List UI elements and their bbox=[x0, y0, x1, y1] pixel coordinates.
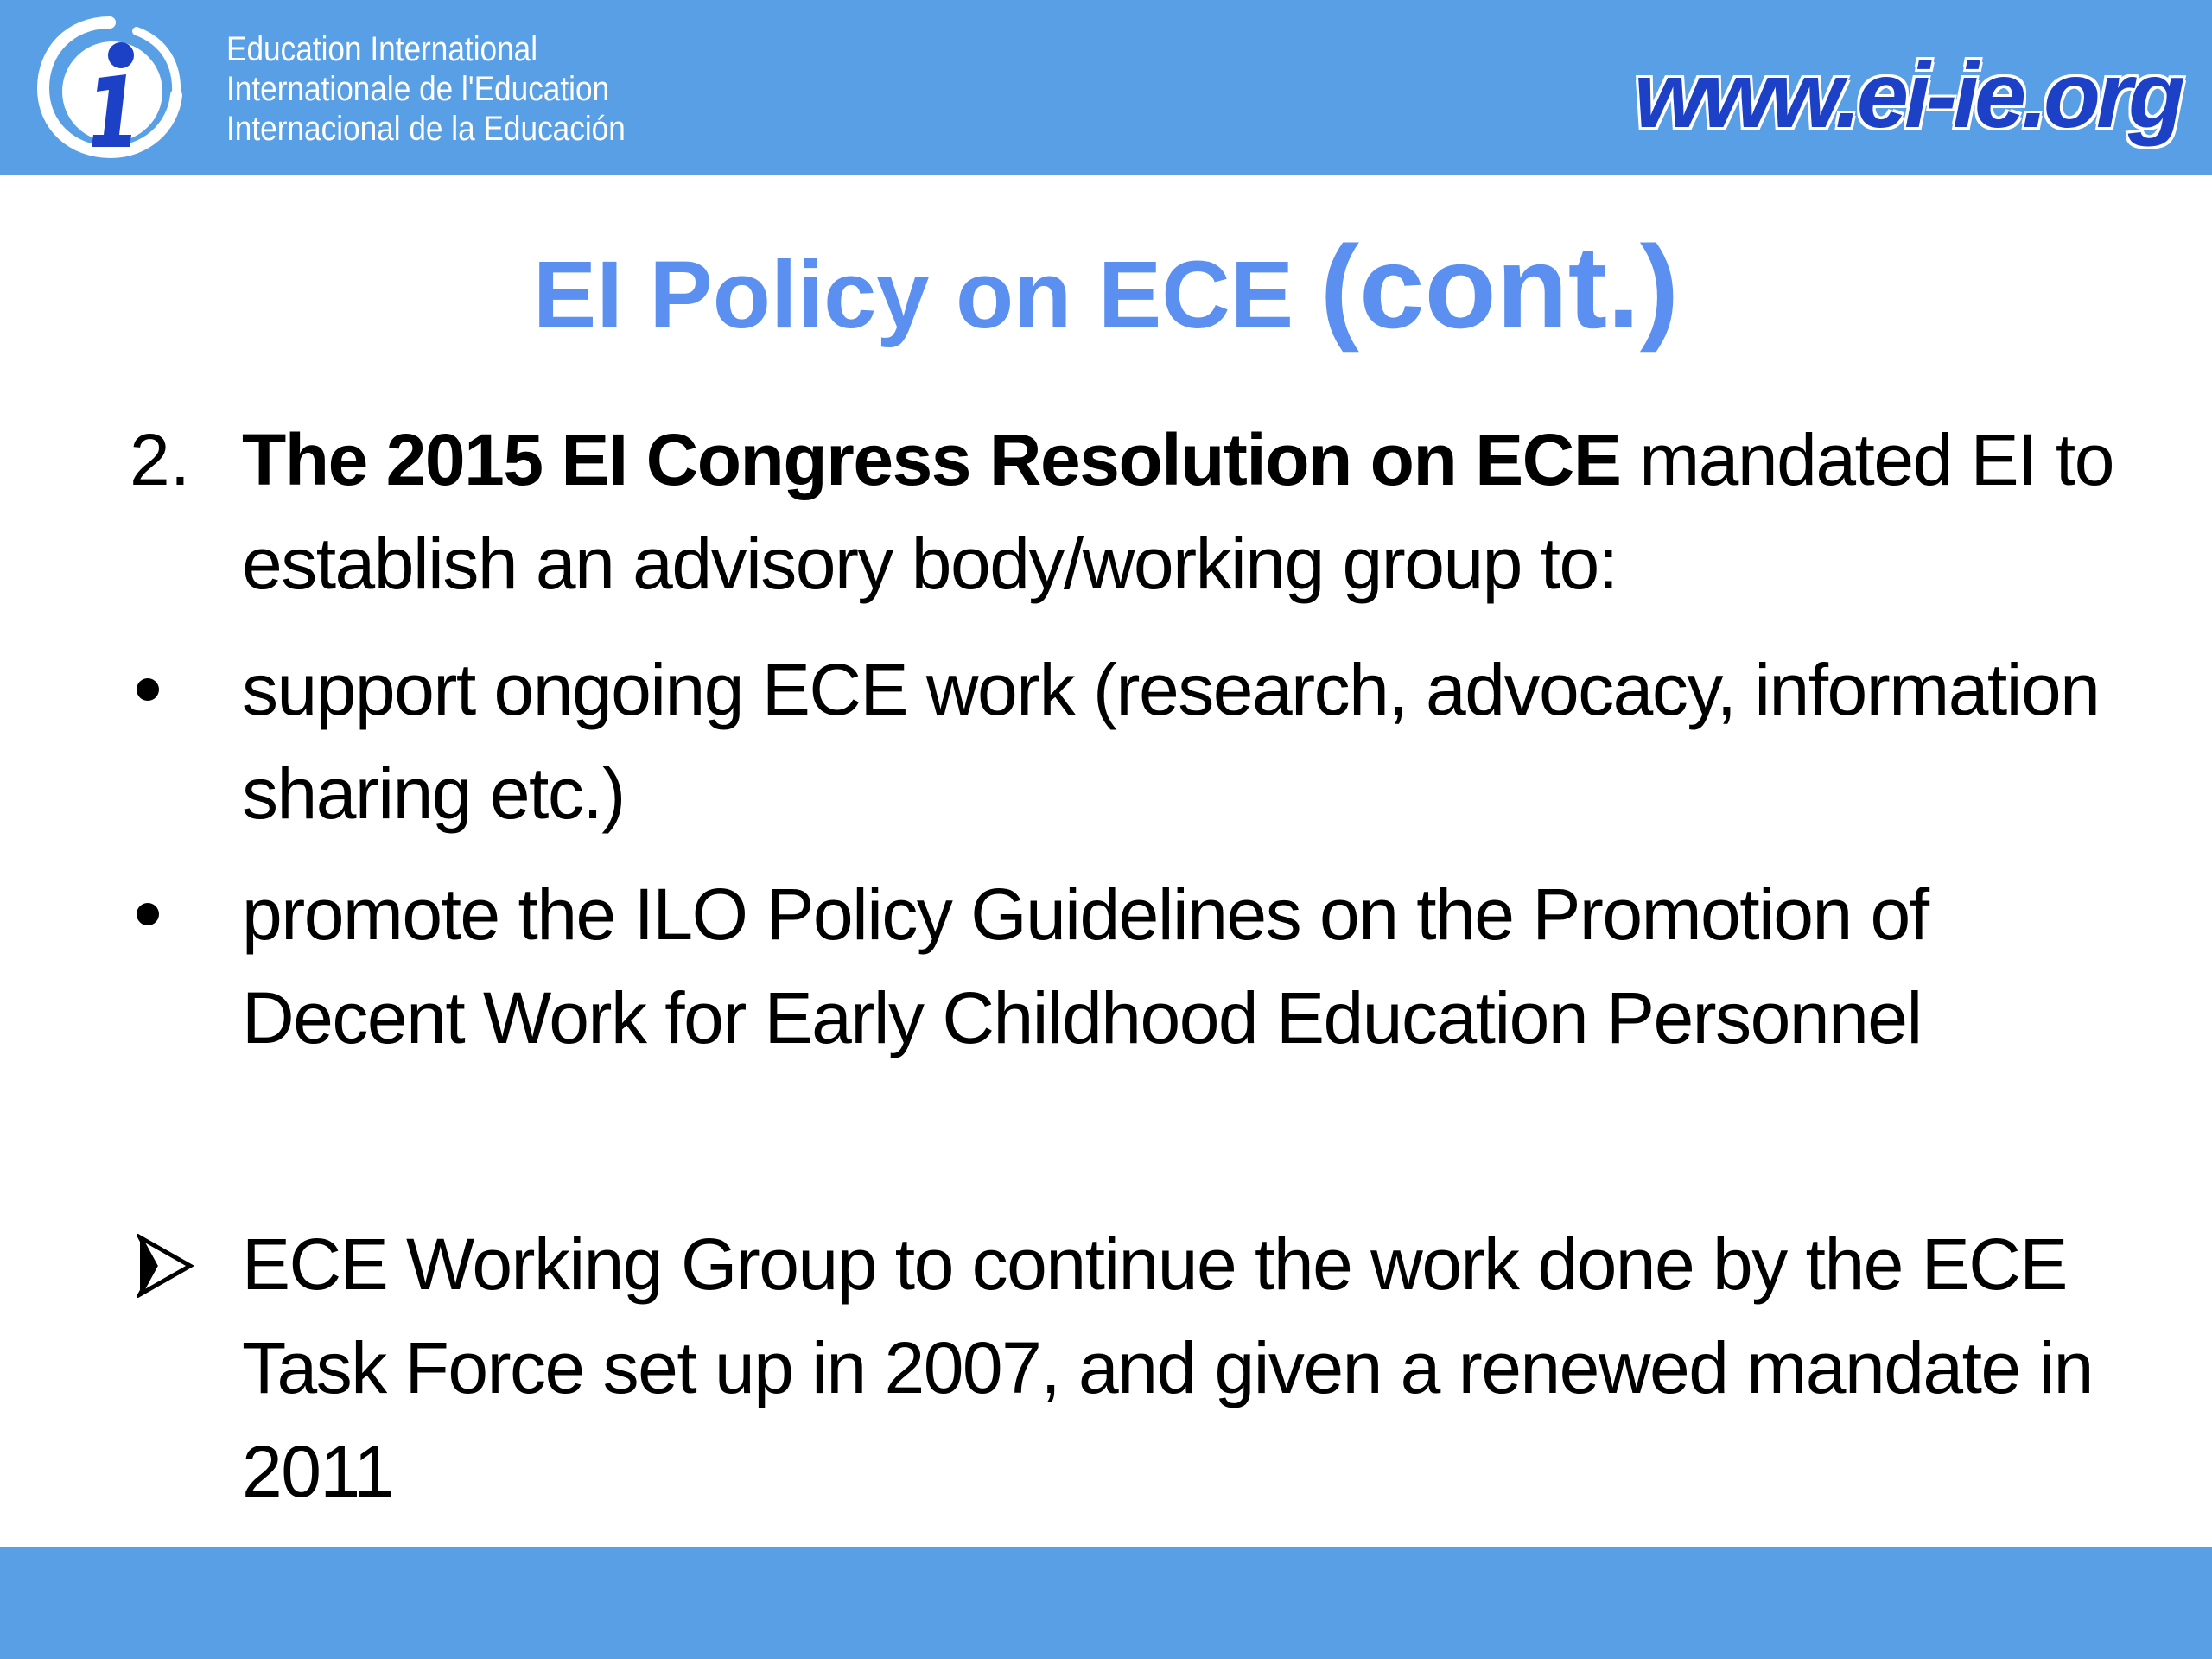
bullet-dot-icon bbox=[137, 678, 159, 701]
bullet-dot-icon bbox=[137, 903, 159, 925]
numbered-item-line-2: establish an advisory body/working group to: bbox=[242, 523, 1618, 604]
footer-band bbox=[0, 1547, 2212, 1659]
arrow-item bbox=[242, 1212, 2169, 1523]
bullet-item bbox=[242, 638, 2169, 845]
bullet-line-1: support ongoing ECE work (research, advocacy, information bbox=[242, 649, 2100, 730]
org-name-english: Education International bbox=[226, 30, 538, 68]
website-url: www.ei-ie.org bbox=[1633, 42, 2181, 147]
bullet-line-2: Decent Work for Early Childhood Education Personnel bbox=[242, 977, 1922, 1058]
numbered-item-2 bbox=[242, 408, 2169, 615]
numbered-marker: 2. bbox=[130, 419, 191, 500]
org-name-french: Internationale de l'Education bbox=[226, 70, 610, 108]
bullet-item bbox=[242, 862, 2169, 1070]
slide-title-tail: (cont.) bbox=[1319, 221, 1680, 353]
bullet-line-2: sharing etc.) bbox=[242, 753, 625, 834]
resolution-rest: mandated EI to bbox=[1620, 419, 2113, 500]
org-name-spanish: Internacional de la Educación bbox=[226, 110, 626, 148]
bullet-line-1: promote the ILO Policy Guidelines on the Promotion of bbox=[242, 874, 1929, 955]
arrow-item-line-2: Task Force set up in 2007, and given a renewed mandate in bbox=[242, 1327, 2093, 1408]
arrow-bullet-icon bbox=[137, 1234, 194, 1298]
numbered-item-line-1 bbox=[242, 408, 2169, 512]
arrow-item-line-3: 2011 bbox=[242, 1431, 393, 1512]
slide-title-main: EI Policy on ECE bbox=[532, 242, 1320, 348]
arrow-item-line-1: ECE Working Group to continue the work done by the ECE bbox=[242, 1224, 2067, 1305]
resolution-name: The 2015 EI Congress Resolution on ECE bbox=[242, 419, 1621, 500]
